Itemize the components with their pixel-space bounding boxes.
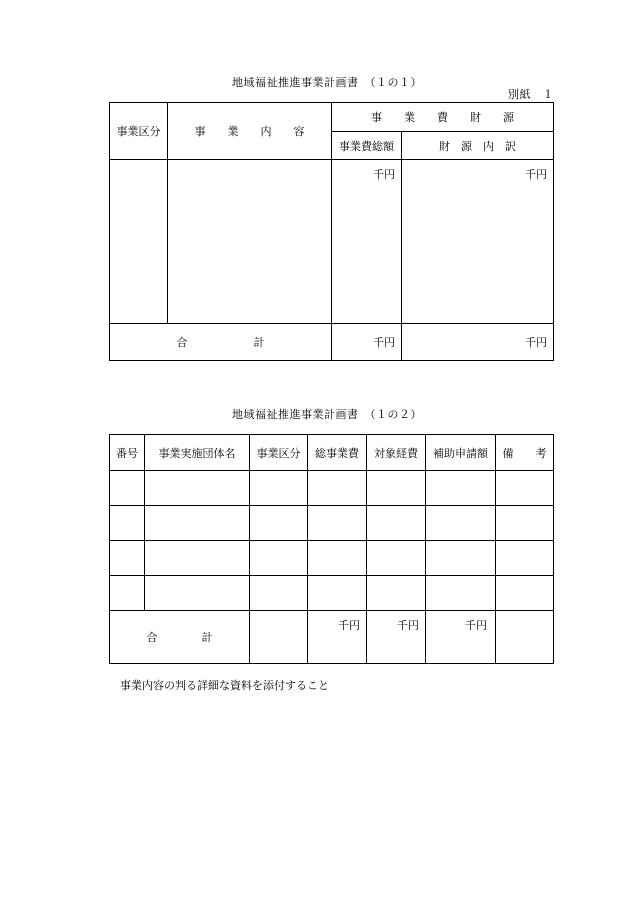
cell[interactable]: [426, 471, 496, 506]
cell[interactable]: [367, 576, 426, 611]
header-number: 番号: [110, 435, 145, 471]
cell[interactable]: [145, 471, 250, 506]
form1-title: 地域福祉推進事業計画書 （１の１）: [232, 76, 422, 89]
header-subsidy-request: 補助申請額: [426, 435, 496, 471]
cell[interactable]: [250, 576, 308, 611]
cell[interactable]: [426, 576, 496, 611]
cell[interactable]: [426, 506, 496, 541]
header-eligible-cost: 対象経費: [367, 435, 426, 471]
cell[interactable]: [110, 576, 145, 611]
sum-breakdown-cell[interactable]: [402, 324, 554, 361]
cell[interactable]: [250, 506, 308, 541]
header-category: 事業区分: [250, 435, 308, 471]
cell[interactable]: [250, 471, 308, 506]
cell[interactable]: [308, 506, 367, 541]
header-total-cost: 事業費総額: [332, 132, 402, 160]
form2-title: 地域福祉推進事業計画書 （１の２）: [232, 408, 422, 421]
unit-label: 千円: [397, 619, 419, 632]
header-organization: 事業実施団体名: [145, 435, 250, 471]
cell[interactable]: [308, 541, 367, 576]
cell[interactable]: [426, 541, 496, 576]
cell[interactable]: [496, 576, 554, 611]
sum-total-project-cost-cell[interactable]: [308, 611, 367, 664]
cell[interactable]: [250, 541, 308, 576]
sum-eligible-cost-cell[interactable]: [367, 611, 426, 664]
unit-label: 千円: [338, 619, 360, 632]
cell[interactable]: [367, 471, 426, 506]
total-cost-cell[interactable]: [332, 160, 402, 324]
sum-total-cost-cell[interactable]: [332, 324, 402, 361]
unit-label: 千円: [465, 619, 487, 632]
unit-label: 千円: [525, 168, 547, 181]
project-plan-table-1: [109, 102, 554, 361]
header-breakdown: 財 源 内 訳: [402, 132, 554, 160]
cell[interactable]: [145, 506, 250, 541]
table-row: [110, 576, 554, 611]
cell[interactable]: [110, 471, 145, 506]
cell[interactable]: [308, 471, 367, 506]
header-content: 事 業 内 容: [168, 103, 332, 160]
content-cell[interactable]: [168, 160, 332, 324]
annex-label: 別紙 １: [508, 88, 554, 101]
sum-label: 合 計: [110, 324, 332, 361]
table-row: [110, 506, 554, 541]
category-cell[interactable]: [110, 160, 168, 324]
unit-label: 千円: [373, 168, 395, 181]
header-remarks: 備 考: [496, 435, 554, 471]
cell[interactable]: [145, 576, 250, 611]
attachment-note: 事業内容の判る詳細な資料を添付すること: [120, 679, 329, 692]
cell[interactable]: [250, 611, 308, 664]
cell[interactable]: [496, 541, 554, 576]
table-row: [110, 471, 554, 506]
breakdown-cell[interactable]: [402, 160, 554, 324]
header-funding: 事 業 費 財 源: [332, 103, 554, 132]
cell[interactable]: [308, 576, 367, 611]
cell[interactable]: [367, 506, 426, 541]
cell[interactable]: [367, 541, 426, 576]
cell[interactable]: [496, 506, 554, 541]
sum-row: [110, 611, 554, 664]
unit-label: 千円: [525, 336, 547, 349]
cell[interactable]: [110, 506, 145, 541]
cell[interactable]: [145, 541, 250, 576]
cell[interactable]: [496, 471, 554, 506]
project-plan-table-2: [109, 434, 554, 664]
header-total-project-cost: 総事業費: [308, 435, 367, 471]
cell[interactable]: [110, 541, 145, 576]
unit-label: 千円: [373, 336, 395, 349]
sum-label: 合 計: [110, 611, 250, 664]
sum-remarks-cell[interactable]: [496, 611, 554, 664]
sum-subsidy-request-cell[interactable]: [426, 611, 496, 664]
table-row: [110, 541, 554, 576]
header-category: 事業区分: [110, 103, 168, 160]
